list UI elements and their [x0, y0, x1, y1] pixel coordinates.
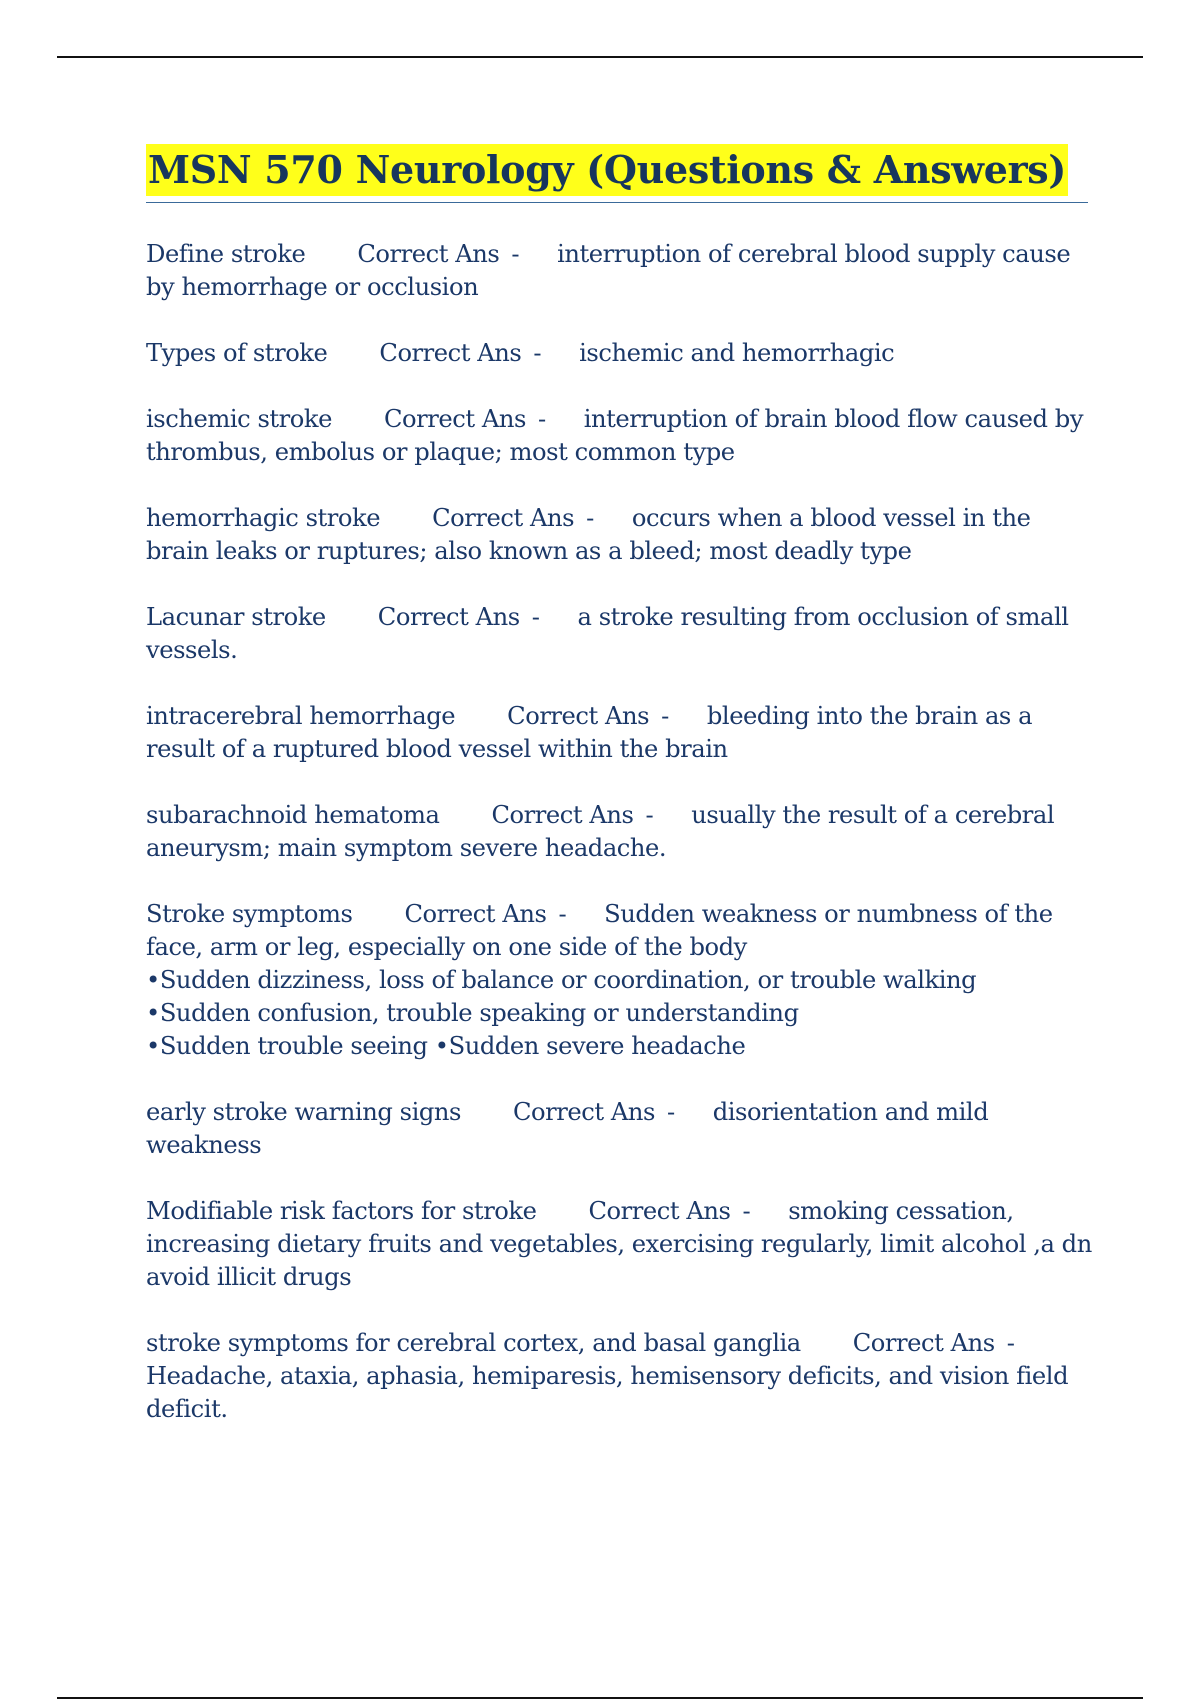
qa-item — [146, 403, 1096, 469]
qa-term: subarachnoid hematoma — [146, 801, 440, 829]
qa-answer-label: Correct Ans — [357, 240, 500, 268]
qa-separator: - — [645, 801, 654, 829]
qa-answer: usually the result of a cerebral aneurysm; main symptom severe headache. — [146, 801, 1055, 862]
qa-bullet: •Sudden trouble seeing •Sudden severe headache — [146, 1032, 746, 1060]
qa-term: Stroke symptoms — [146, 900, 353, 928]
qa-item — [146, 700, 1096, 766]
title-block — [146, 144, 1088, 203]
qa-item — [146, 898, 1096, 1063]
qa-answer-label: Correct Ans — [377, 603, 520, 631]
qa-term: Lacunar stroke — [146, 603, 326, 631]
qa-item — [146, 337, 1096, 370]
qa-item — [146, 1327, 1096, 1426]
qa-separator: - — [666, 1098, 675, 1126]
qa-term: ischemic stroke — [146, 405, 332, 433]
qa-term: Modifiable risk factors for stroke — [146, 1197, 537, 1225]
qa-answer-label: Correct Ans — [852, 1329, 995, 1357]
qa-answer: a stroke resulting from occlusion of small vessels. — [146, 603, 1069, 664]
qa-answer: Headache, ataxia, aphasia, hemiparesis, hemisensory deficits, and vision field deficit. — [146, 1362, 1069, 1423]
qa-answer-label: Correct Ans — [404, 900, 547, 928]
qa-separator: - — [533, 339, 542, 367]
qa-answer-label: Correct Ans — [491, 801, 634, 829]
top-rule — [57, 56, 1143, 58]
qa-answer: disorientation and mild weakness — [146, 1098, 989, 1159]
qa-answer-label: Correct Ans — [379, 339, 522, 367]
qa-answer: occurs when a blood vessel in the brain leaks or ruptures; also known as a bleed; most deadly type — [146, 504, 1031, 565]
qa-term: stroke symptoms for cerebral cortex, and basal ganglia — [146, 1329, 801, 1357]
qa-bullet: •Sudden dizziness, loss of balance or coordination, or trouble walking — [146, 966, 977, 994]
qa-term: Define stroke — [146, 240, 306, 268]
qa-answer: interruption of cerebral blood supply cause by hemorrhage or occlusion — [146, 240, 1071, 301]
qa-answer: ischemic and hemorrhagic — [579, 339, 895, 367]
qa-separator: - — [537, 405, 546, 433]
qa-separator: - — [1006, 1329, 1015, 1357]
qa-separator: - — [586, 504, 594, 532]
qa-answer: smoking cessation, increasing dietary fruits and vegetables, exercising regularly, limit alcohol ,a dn avoid illicit drugs — [146, 1197, 1092, 1291]
qa-list — [146, 238, 1096, 1459]
qa-separator: - — [742, 1197, 751, 1225]
page-title: MSN 570 Neurology (Questions & Answers) — [146, 144, 1068, 196]
qa-bullet: •Sudden confusion, trouble speaking or understanding — [146, 999, 799, 1027]
qa-separator: - — [511, 240, 520, 268]
qa-answer-label: Correct Ans — [588, 1197, 731, 1225]
qa-answer-label: Correct Ans — [383, 405, 526, 433]
qa-item — [146, 1195, 1096, 1294]
bottom-rule — [57, 1697, 1143, 1699]
qa-separator: - — [531, 603, 540, 631]
qa-answer-label: Correct Ans — [507, 702, 650, 730]
qa-separator: - — [661, 702, 669, 730]
qa-answer-label: Correct Ans — [512, 1098, 655, 1126]
qa-item — [146, 601, 1096, 667]
qa-answer: Sudden weakness or numbness of the face, arm or leg, especially on one side of the body — [146, 900, 1053, 961]
qa-answer: interruption of brain blood flow caused by thrombus, embolus or plaque; most common type — [146, 405, 1084, 466]
qa-answer-label: Correct Ans — [432, 504, 575, 532]
qa-item — [146, 799, 1096, 865]
qa-item — [146, 238, 1096, 304]
qa-item — [146, 502, 1096, 568]
qa-term: early stroke warning signs — [146, 1098, 461, 1126]
qa-term: hemorrhagic stroke — [146, 504, 381, 532]
qa-item — [146, 1096, 1096, 1162]
qa-term: Types of stroke — [146, 339, 328, 367]
qa-term: intracerebral hemorrhage — [146, 702, 456, 730]
qa-separator: - — [558, 900, 567, 928]
qa-answer: bleeding into the brain as a result of a ruptured blood vessel within the brain — [146, 702, 1033, 763]
